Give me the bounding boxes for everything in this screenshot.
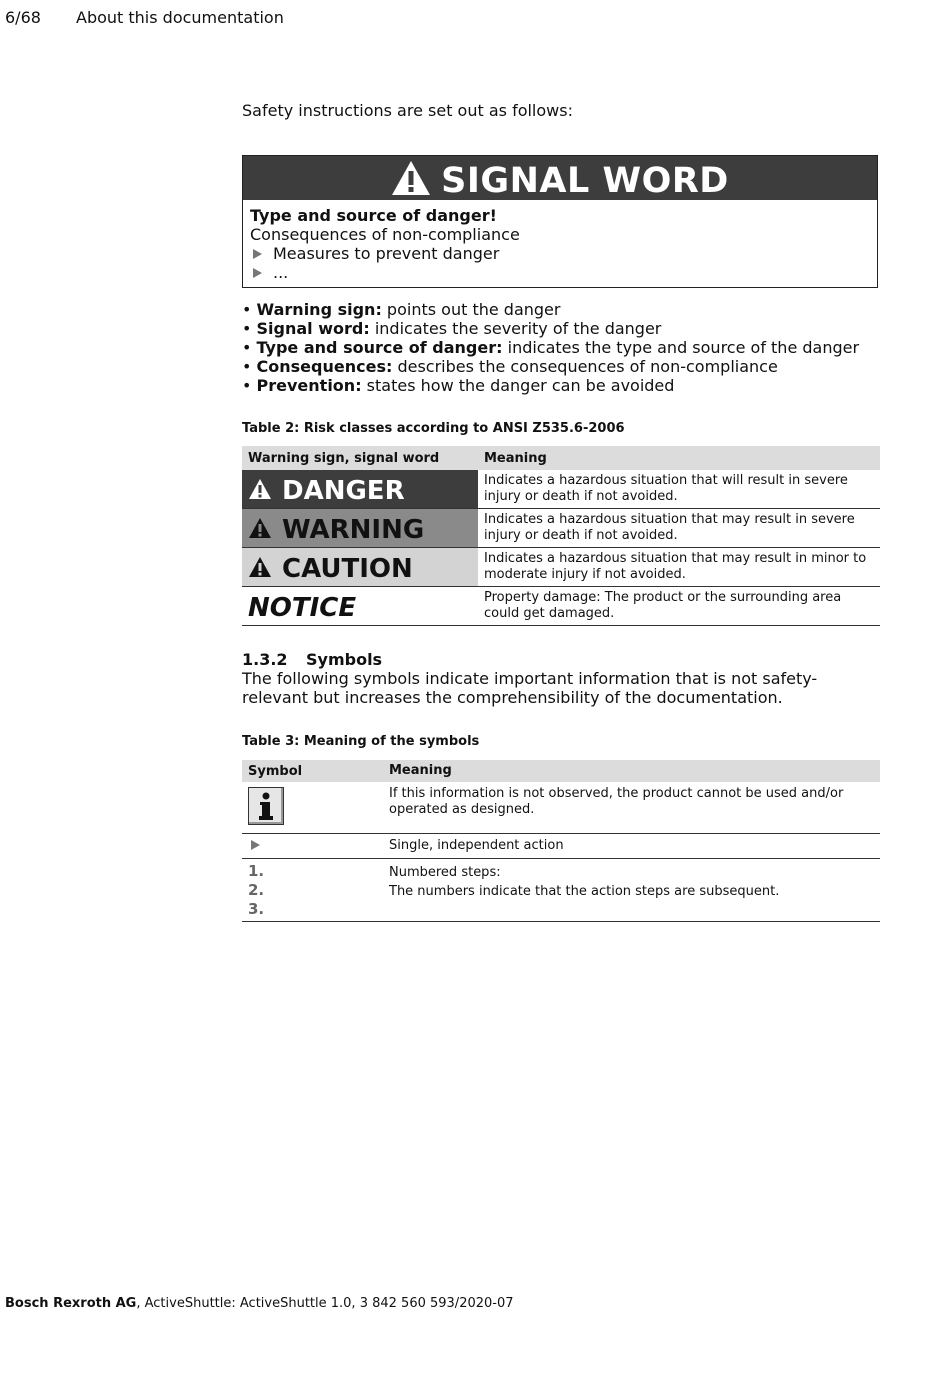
symbols-table [242,760,880,922]
risk-classes-table [242,446,880,626]
table-header-row: Warning sign, signal word Meaning [242,446,880,470]
action-arrow-icon [253,249,262,259]
table-row: Single, independent action [242,834,880,859]
table3-caption: Table 3: Meaning of the symbols [242,734,480,749]
numbered-steps-symbol: 1. 2. 3. [248,862,265,918]
bullet-list [242,300,859,395]
section-text: The following symbols indicate important information that is not safety-relevant but increases the comprehensibility of the documentation. [242,669,818,707]
info-icon [248,787,284,825]
page-footer: Bosch Rexroth AG, ActiveShuttle: ActiveShuttle 1.0, 3 842 560 593/2020-07 [5,1296,514,1311]
warning-signal: WARNING [242,509,478,547]
intro-text: Safety instructions are set out as follows: [242,101,573,120]
list-item: • Signal word: indicates the severity of the danger [242,319,662,338]
table-row: If this information is not observed, the product cannot be used and/or operated as designed. [242,782,880,834]
type-source-text: Type and source of danger! [250,206,497,225]
header-title: About this documentation [76,8,284,27]
signal-word-example-box [242,155,878,288]
list-item: • Type and source of danger: indicates the type and source of the danger [242,338,860,357]
measure-item: Measures to prevent danger [250,244,870,263]
action-arrow-icon [251,840,260,850]
table-row: 1. 2. 3. Numbered steps: The numbers indicate that the action steps are subsequent. [242,859,880,922]
list-item: • Prevention: states how the danger can be avoided [242,376,675,395]
table-row: WARNING Indicates a hazardous situation that may result in severe injury or death if not avoided. [242,509,880,548]
danger-signal: DANGER [242,470,478,508]
table-row: NOTICE Property damage: The product or the surrounding area could get damaged. [242,587,880,626]
list-item: • Warning sign: points out the danger [242,300,561,319]
page-header [5,8,284,27]
warning-triangle-icon [248,478,272,500]
notice-signal: NOTICE [242,587,478,625]
measure-item: ... [250,263,870,282]
list-item: • Consequences: describes the consequences of non-compliance [242,357,778,376]
warning-triangle-icon [248,517,272,539]
warning-triangle-icon [391,160,431,196]
section-heading: 1.3.2 Symbols [242,650,383,669]
warning-triangle-icon [248,556,272,578]
table-row: CAUTION Indicates a hazardous situation that may result in minor to moderate injury if not avoided. [242,548,880,587]
consequences-text: Consequences of non-compliance [250,225,520,244]
caution-signal: CAUTION [242,548,478,586]
symbols-section [242,650,882,707]
page-number: 6/68 [5,8,41,27]
signal-word-title: SIGNAL WORD [441,161,729,201]
action-arrow-icon [253,268,262,278]
table2-caption: Table 2: Risk classes according to ANSI Z535.6-2006 [242,421,625,436]
table-header-row: Symbol Meaning [242,760,880,782]
table-row: DANGER Indicates a hazardous situation that will result in severe injury or death if not avoided. [242,470,880,509]
signal-word-header [243,156,877,200]
